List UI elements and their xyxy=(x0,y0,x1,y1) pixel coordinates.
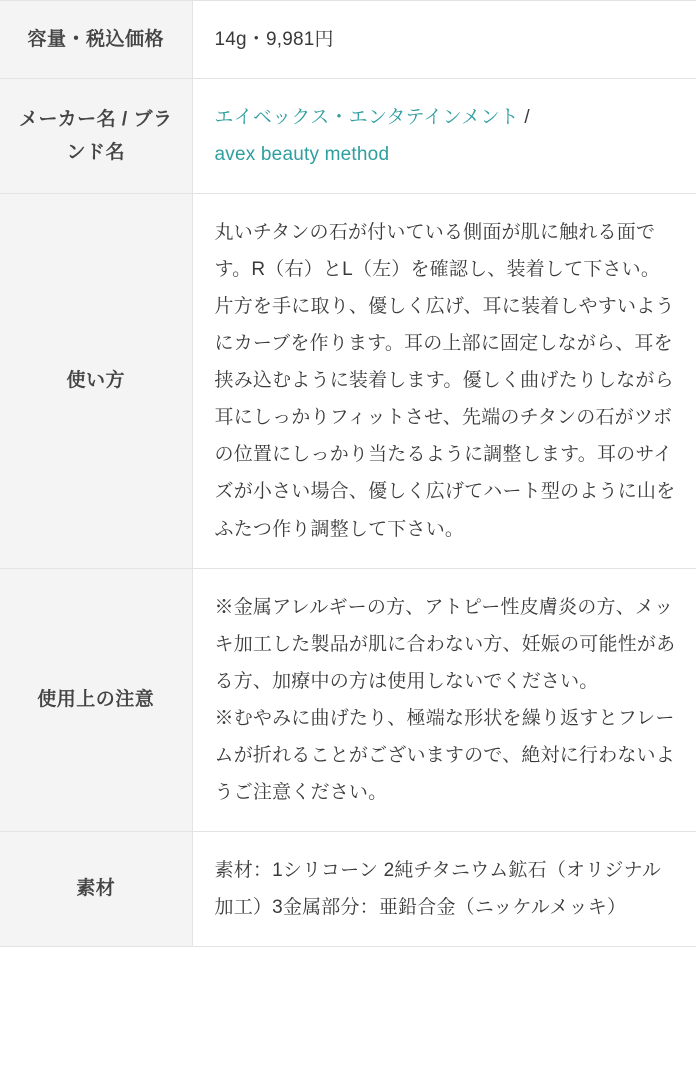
spec-value-maker-brand xyxy=(192,79,696,194)
table-row xyxy=(0,79,696,194)
precautions-text-line1: ※金属アレルギーの方、アトピー性皮膚炎の方、メッキ加工した製品が肌に合わない方、妊娠の可能性がある方、加療中の方は使用しないでください。 xyxy=(214,596,676,692)
brand-name-link[interactable]: avex beauty method xyxy=(214,144,390,166)
table-row xyxy=(0,831,696,946)
maker-name-link[interactable]: エイベックス・エンタテインメント xyxy=(214,107,519,129)
table-row xyxy=(0,194,696,568)
capacity-price-text: 14g・9,981円 xyxy=(214,29,334,50)
table-row xyxy=(0,568,696,831)
spec-value-precautions xyxy=(192,568,696,831)
spec-label-capacity-price: 容量・税込価格 xyxy=(0,1,192,79)
spec-label-how-to-use: 使い方 xyxy=(0,194,192,568)
how-to-use-text: 丸いチタンの石が付いている側面が肌に触れる面です。R（右）とL（左）を確認し、装着して下さい。片方を手に取り、優しく広げ、耳に装着しやすいようにカーブを作ります。耳の上部に固定しながら、耳を挟み込むように装着します。優しく曲げたりしながら耳にしっかりフィットさせ、先端のチタンの石がツボの位置にしっかり当たるように調整します。耳のサイズが小さい場合、優しく広げてハート型のように山をふたつ作り調整して下さい。 xyxy=(214,222,676,540)
spec-label-material: 素材 xyxy=(0,831,192,946)
table-row xyxy=(0,1,696,79)
spec-value-how-to-use xyxy=(192,194,696,568)
spec-value-material xyxy=(192,831,696,946)
spec-label-maker-brand: メーカー名 / ブランド名 xyxy=(0,79,192,194)
maker-brand-separator: / xyxy=(518,107,530,129)
material-text: 素材：1シリコーン 2純チタニウム鉱石（オリジナル加工）3金属部分：亜鉛合金（ニッケルメッキ） xyxy=(214,859,662,918)
spec-label-precautions: 使用上の注意 xyxy=(0,568,192,831)
spec-value-capacity-price xyxy=(192,1,696,79)
precautions-text-line2: ※むやみに曲げたり、極端な形状を繰り返すとフレームが折れることがございますので、絶対に行わないようご注意ください。 xyxy=(214,707,675,803)
